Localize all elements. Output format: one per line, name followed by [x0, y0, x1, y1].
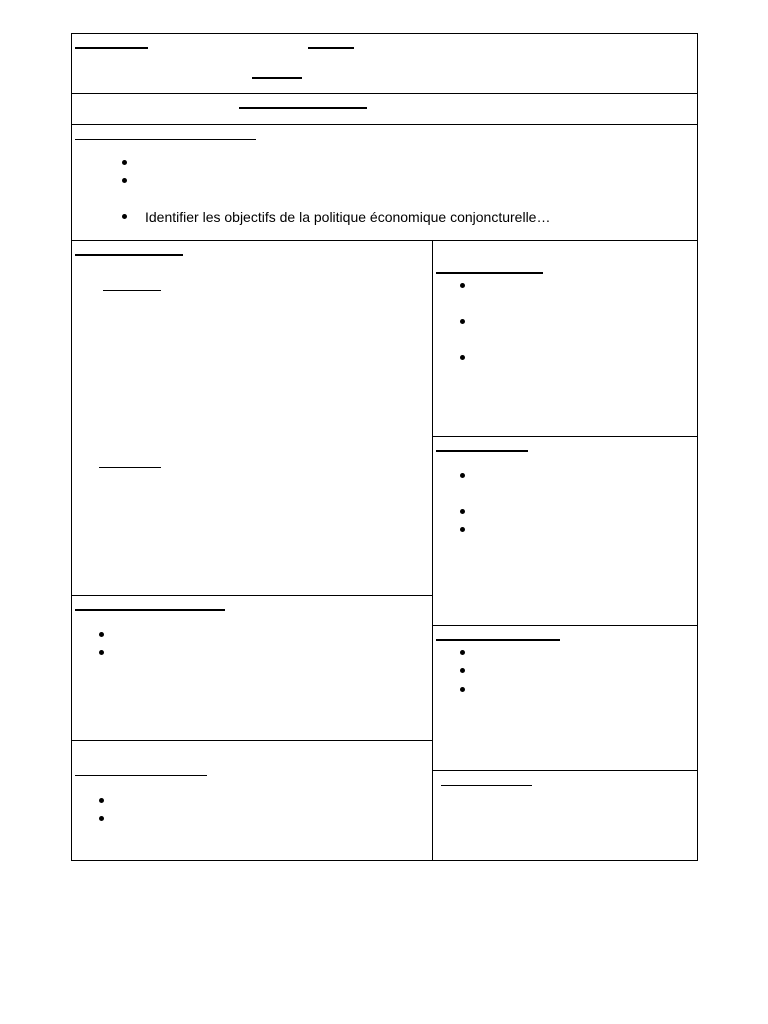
right-cell-1-bullet-2: [460, 319, 465, 324]
header-field-3: [252, 77, 302, 79]
right-cell-2-bullet-1: [460, 473, 465, 478]
row-divider-title: [71, 124, 698, 125]
right-cell-2-bullet-2: [460, 509, 465, 514]
right-cell-1-heading-line: [436, 272, 543, 274]
right-cell-2-bullet-3: [460, 527, 465, 532]
header-field-1: [75, 47, 148, 49]
title-field: [239, 107, 367, 109]
right-cell-2-heading-line: [436, 450, 528, 452]
row-divider-left-1: [71, 595, 432, 596]
objectives-bullet-2: [122, 178, 127, 183]
right-cell-1-bullet-1: [460, 283, 465, 288]
row-divider-left-2: [71, 740, 432, 741]
row-divider-header: [71, 93, 698, 94]
objectives-heading-line: [75, 139, 256, 140]
left-cell-3-heading-line: [75, 775, 207, 776]
right-cell-3-bullet-1: [460, 650, 465, 655]
objectives-bullet-text: Identifier les objectifs de la politique économique conjoncturelle…: [145, 209, 551, 225]
left-cell-3-bullet-1: [99, 798, 104, 803]
column-divider: [432, 240, 433, 861]
objectives-bullet-3: [122, 214, 127, 219]
left-cell-2-heading-line: [75, 609, 225, 611]
right-cell-3-bullet-3: [460, 687, 465, 692]
row-divider-right-1: [432, 436, 698, 437]
left-cell-2-bullet-1: [99, 632, 104, 637]
row-divider-objectives: [71, 240, 698, 241]
right-cell-1-bullet-3: [460, 355, 465, 360]
left-cell-2-bullet-2: [99, 650, 104, 655]
row-divider-right-3: [432, 770, 698, 771]
left-cell-heading-line: [75, 254, 183, 256]
row-divider-right-2: [432, 625, 698, 626]
document-frame: [71, 33, 698, 861]
right-cell-3-bullet-2: [460, 668, 465, 673]
objectives-bullet-1: [122, 160, 127, 165]
left-cell-subheading-line-1: [103, 290, 161, 291]
left-cell-subheading-line-2: [99, 467, 161, 468]
right-cell-3-heading-line: [436, 639, 560, 641]
header-field-2: [308, 47, 354, 49]
left-cell-3-bullet-2: [99, 816, 104, 821]
right-cell-4-heading-line: [441, 785, 532, 786]
